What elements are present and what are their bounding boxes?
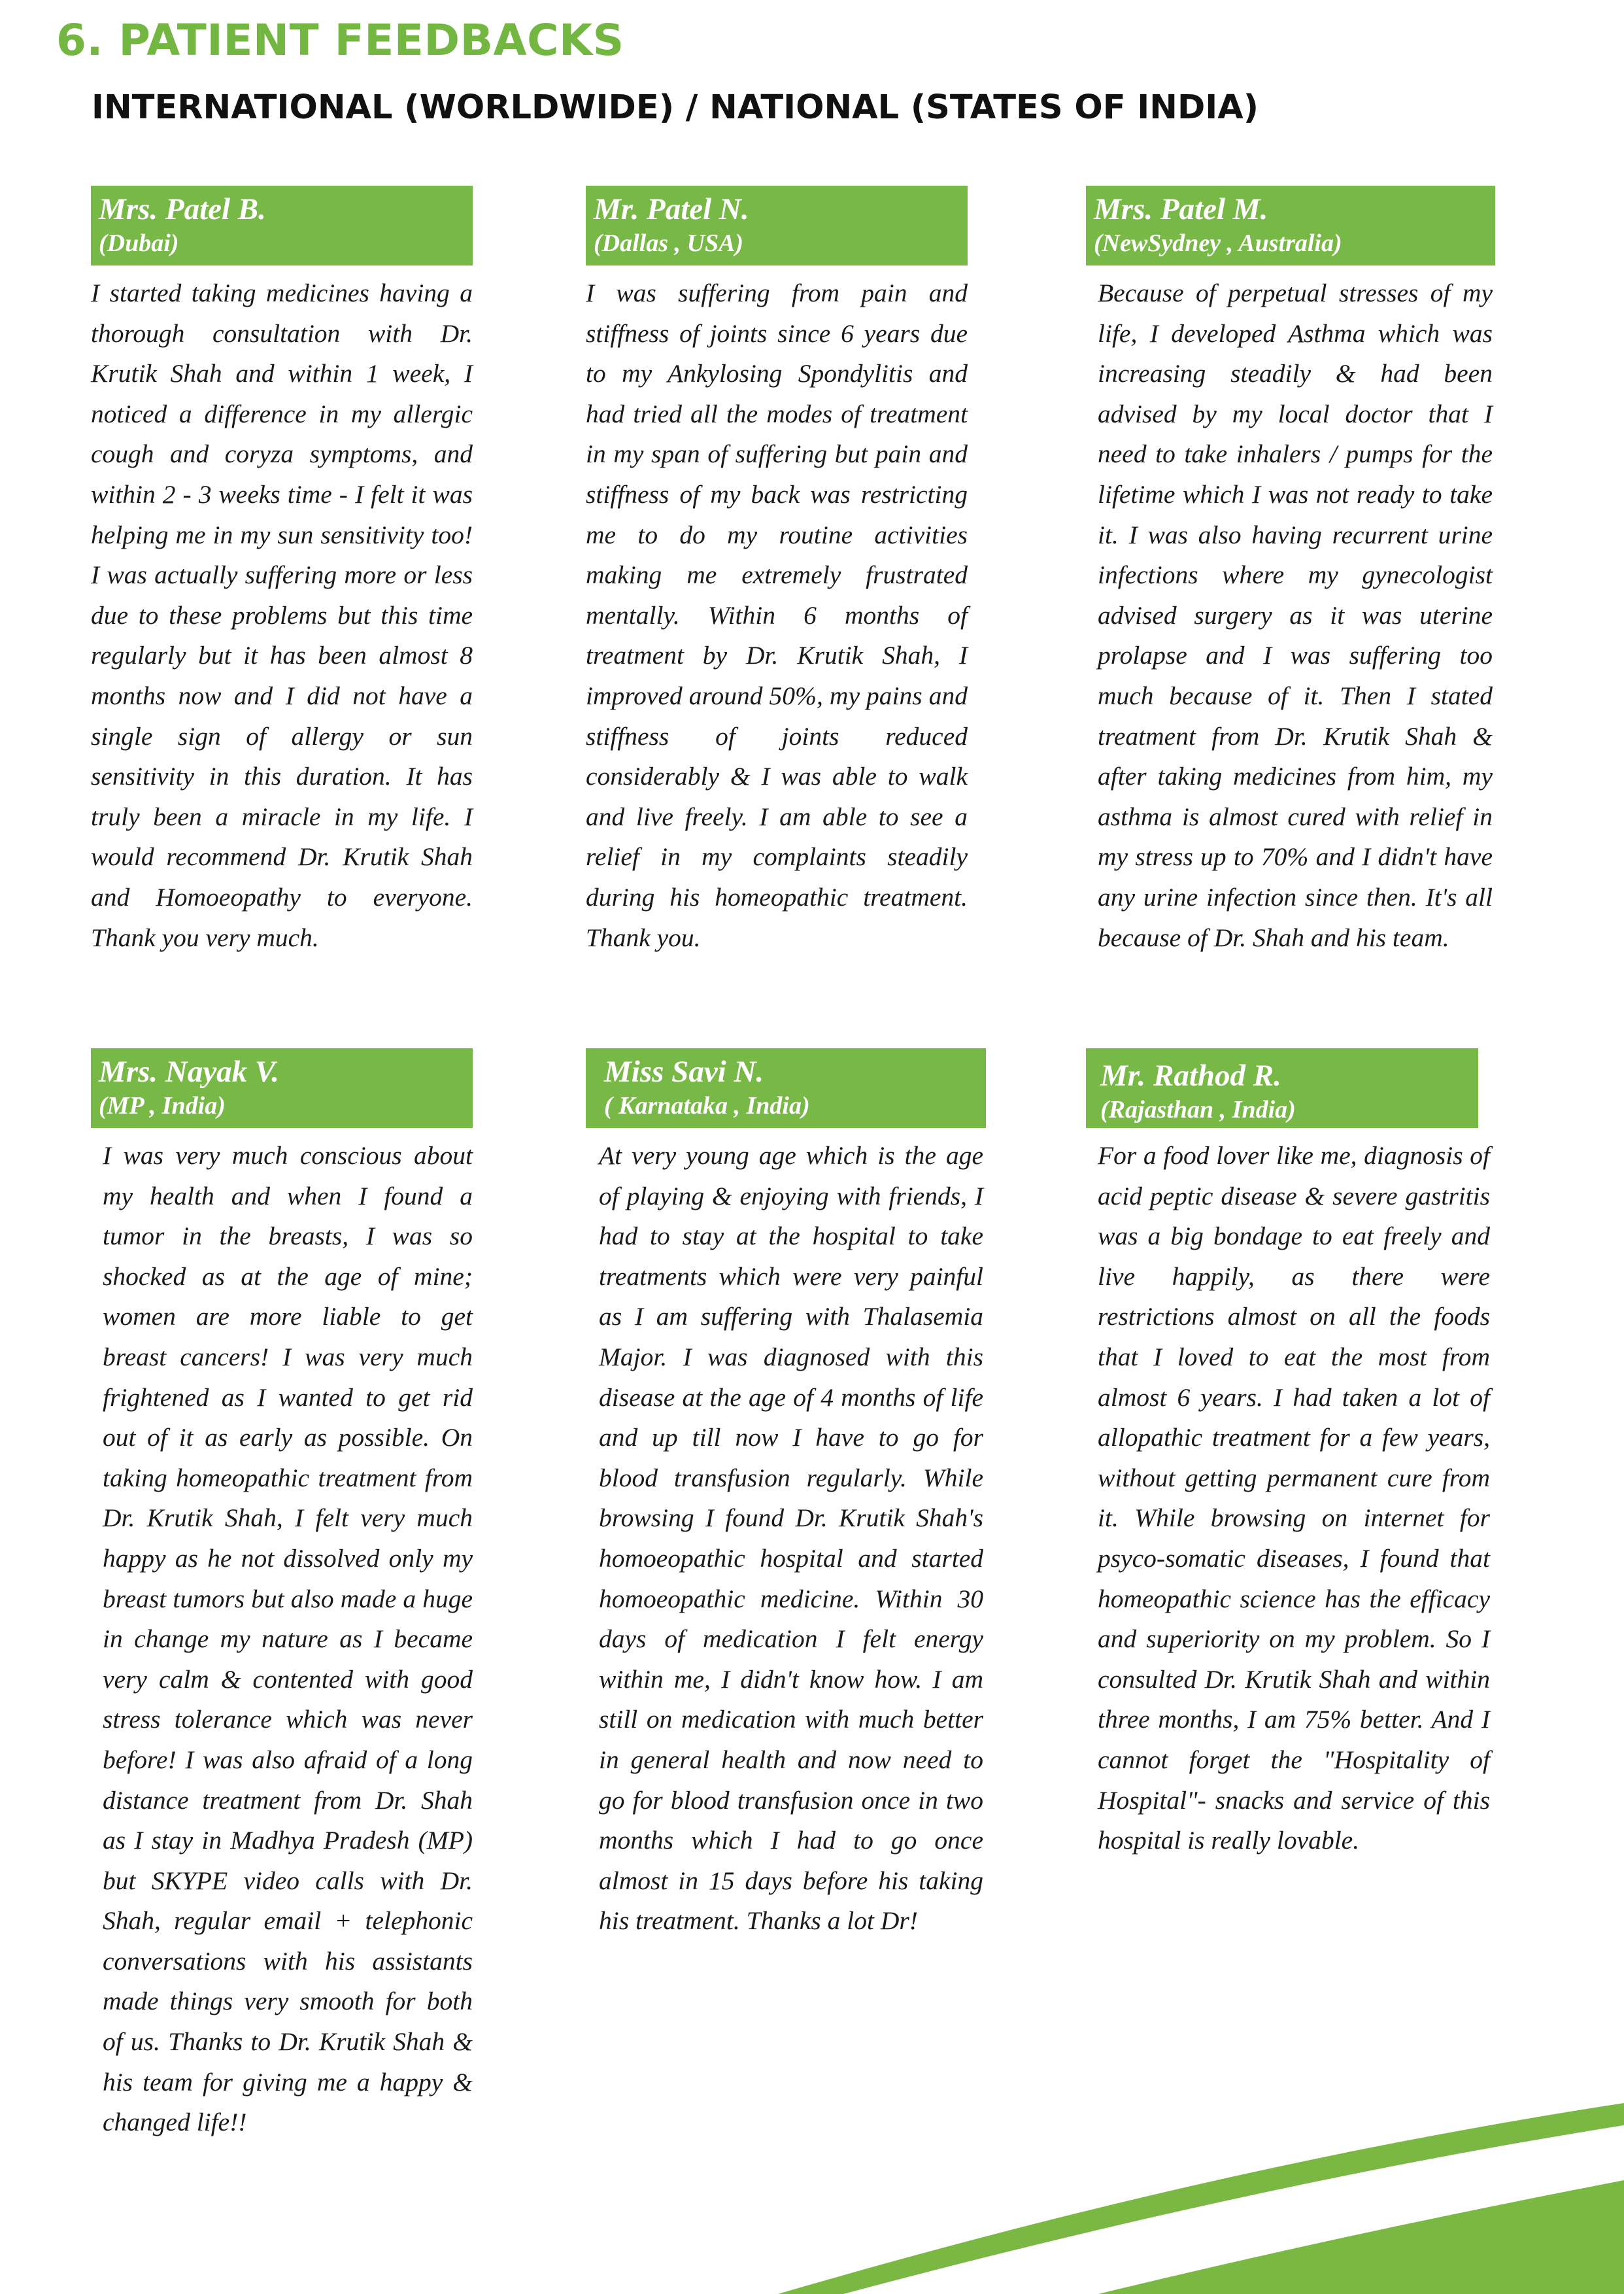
testimonial-text: I was very much conscious about my health and when I found a tumor in the breasts, I was so shocked as at the age of mine; women are more liable to get breast cancers! I was very much frightened as I wanted to get rid out of it as early as possible. On taking homeopathic treatment from Dr. Krutik Shah, I felt very much happy as he not dissolved only my breast tumors but also made a huge in change my nature as I became very calm & contented with good stress tolerance which was never before! I was also afraid of a long distance treatment from Dr. Shah as I stay in Madhya Pradesh (MP) but SKYPE video calls with Dr. Shah, regular email + telephonic conversations with his assistants made things very smooth for both of us. Thanks to Dr. Krutik Shah & his team for giving me a happy & changed life!! — [103, 1141, 473, 2137]
patient-location: (MP , India) — [99, 1092, 226, 1120]
patient-location: (Dubai) — [99, 230, 179, 257]
testimonial-text: At very young age which is the age of playing & enjoying with friends, I had to stay at the hospital to take treatments which were very painful as I am suffering with Thalasemia Major. I was diagnosed with this disease at the age of 4 months of life and up till now I have to go for blood transfusion regularly. While browsing I found Dr. Krutik Shah's homoeopathic hospital and started homoeopathic medicine. Within 30 days of medication I felt energy within me, I didn't know how. I am still on medication with much better in general health and now need to go for blood transfusion once in two months which I had to go once almost in 15 days before his taking his treatment. Thanks a lot Dr! — [599, 1141, 983, 1936]
patient-location: (Dallas , USA) — [594, 230, 744, 257]
testimonial-text: I was suffering from pain and stiffness of joints since 6 years due to my Ankylosing Spondylitis and had tried all the modes of treatment in my span of suffering but pain and stiffness of my back was restricting me to do my routine activities making me extremely frustrated mentally. Within 6 months of treatment by Dr. Krutik Shah, I improved around 50%, my pains and stiffness of joints reduced considerably & I was able to walk and live freely. I am able to see a relief in my complaints steadily during his homeopathic treatment. Thank you. — [586, 279, 968, 952]
patient-location: ( Karnataka , India) — [604, 1092, 810, 1120]
testimonial-text: I started taking medicines having a thorough consultation with Dr. Krutik Shah and within 1 week, I noticed a difference in my allergic cough and coryza symptoms, and within 2 - 3 weeks time - I felt it was helping me in my sun sensitivity too! I was actually suffering more or less due to these problems but this time regularly but it has been almost 8 months now and I did not have a single sign of allergy or sun sensitivity in this duration. It has truly been a miracle in my life. I would recommend Dr. Krutik Shah and Homoeopathy to everyone. Thank you very much. — [91, 279, 473, 952]
patient-location: (Rajasthan , India) — [1100, 1096, 1296, 1123]
testimonial-text: Because of perpetual stresses of my life, I developed Asthma which was increasing steadily & had been advised by my local doctor that I need to take inhalers / pumps for the lifetime which I was not ready to take it. I was also having recurrent urine infections where my gynecologist advised surgery as it was uterine prolapse and I was suffering too much because of it. Then I stated treatment from Dr. Krutik Shah & after taking medicines from him, my asthma is almost cured with relief in my stress up to 70% and I didn't have any urine infection since then. It's all because of Dr. Shah and his team. — [1098, 279, 1493, 952]
patient-name: Mr. Rathod R. — [1100, 1059, 1281, 1093]
section-subtitle: INTERNATIONAL (WORLDWIDE) / NATIONAL (STATES OF INDIA) — [92, 88, 1259, 127]
patient-location: (NewSydney , Australia) — [1094, 230, 1342, 257]
section-title: 6. PATIENT FEEDBACKS — [56, 15, 624, 65]
testimonial-text: For a food lover like me, diagnosis of acid peptic disease & severe gastritis was a big bondage to eat freely and live happily, as there were restrictions almost on all the foods that I loved to eat the most from almost 6 years. I had taken a lot of allopathic treatment for a few years, without getting permanent cure from it. While browsing on internet for psyco-somatic diseases, I found that homeopathic science has the efficacy and superiority on my problem. So I consulted Dr. Krutik Shah and within three months, I am 75% better. And I cannot forget the "Hospitality of Hospital"- snacks and service of this hospital is really lovable. — [1098, 1141, 1490, 1855]
patient-name: Mrs. Nayak V. — [99, 1055, 279, 1089]
patient-name: Mrs. Patel M. — [1094, 192, 1268, 226]
patient-name: Mrs. Patel B. — [99, 192, 266, 226]
patient-name: Mr. Patel N. — [594, 192, 749, 226]
patient-name: Miss Savi N. — [604, 1055, 764, 1089]
